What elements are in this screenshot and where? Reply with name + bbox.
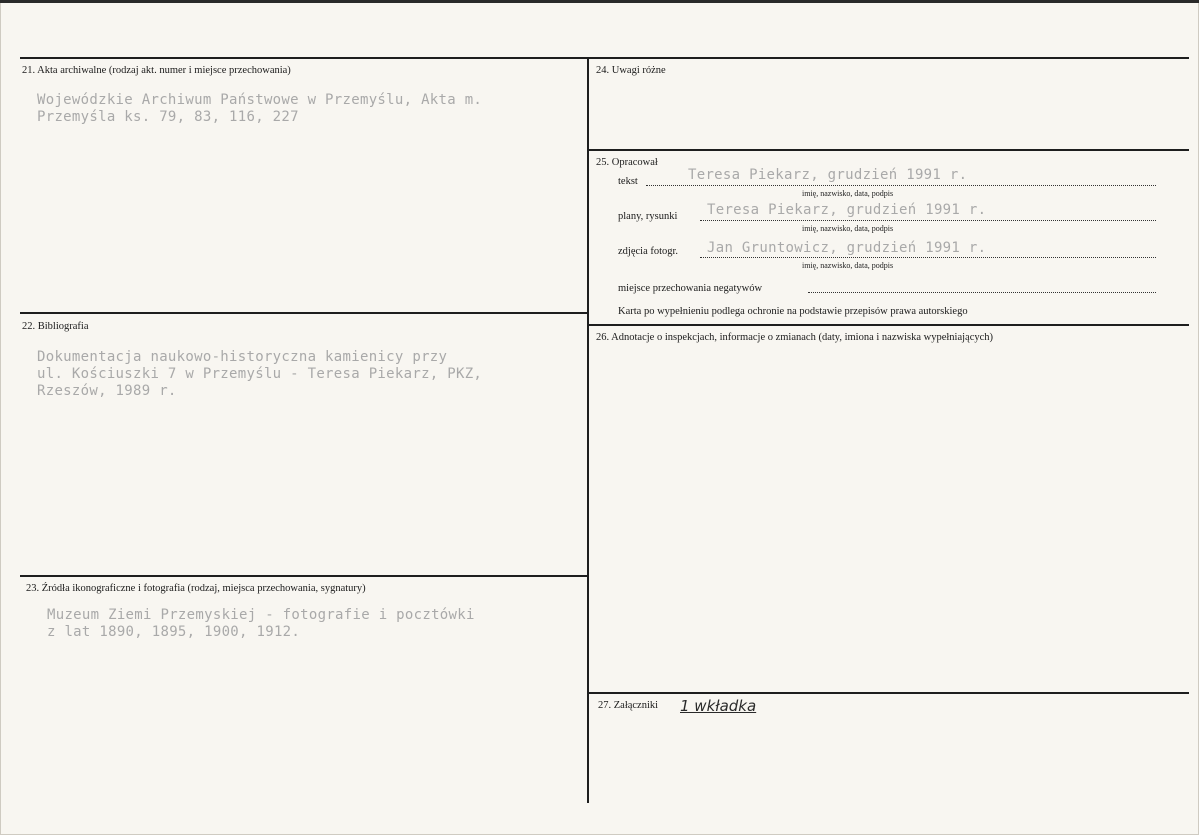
tekst-caption: imię, nazwisko, data, podpis: [802, 189, 894, 198]
section-27-handwritten-note: 1 wkładka: [680, 697, 757, 715]
section-22-text-line-3: Rzeszów, 1989 r.: [37, 383, 177, 399]
divider-24-25: [588, 149, 1189, 151]
tekst-value: Teresa Piekarz, grudzień 1991 r.: [688, 167, 968, 183]
card-top-edge: [0, 0, 1199, 3]
section-21-label: 21. Akta archiwalne (rodzaj akt. numer i miejsce przechowania): [22, 65, 291, 76]
section-23-label: 23. Źródła ikonograficzne i fotografia (rodzaj, miejsca przechowania, sygnatury): [26, 583, 366, 594]
zdjecia-dotted-line: [700, 257, 1156, 258]
section-25-label: 25. Opracował: [596, 157, 658, 168]
plany-dotted-line: [700, 220, 1156, 221]
section-23-text-line-1: Muzeum Ziemi Przemyskiej - fotografie i pocztówki: [47, 607, 475, 623]
divider-21-22: [20, 312, 588, 314]
section-27-label: 27. Załączniki: [598, 700, 659, 711]
plany-caption: imię, nazwisko, data, podpis: [802, 224, 894, 233]
divider-26-27: [588, 692, 1189, 694]
negatywy-dotted-line: [808, 292, 1156, 293]
divider-top: [20, 57, 1189, 59]
section-24-label: 24. Uwagi różne: [596, 65, 666, 76]
section-22-text-line-2: ul. Kościuszki 7 w Przemyślu - Teresa Piekarz, PKZ,: [37, 366, 483, 382]
plany-label: plany, rysunki: [618, 211, 678, 222]
zdjecia-value: Jan Gruntowicz, grudzień 1991 r.: [707, 240, 987, 256]
zdjecia-label: zdjęcia fotogr.: [618, 246, 679, 257]
divider-25-26: [588, 324, 1189, 326]
section-26-label: 26. Adnotacje o inspekcjach, informacje o zmianach (daty, imiona i nazwiska wypełniających): [596, 332, 994, 343]
section-23-text-line-2: z lat 1890, 1895, 1900, 1912.: [47, 624, 301, 640]
section-22-text-line-1: Dokumentacja naukowo-historyczna kamienicy przy: [37, 349, 448, 365]
section-21-text-line-1: Wojewódzkie Archiwum Państwowe w Przemyślu, Akta m.: [37, 92, 483, 108]
divider-22-23: [20, 575, 588, 577]
tekst-dotted-line: [646, 185, 1156, 186]
copyright-note: Karta po wypełnieniu podlega ochronie na podstawie przepisów prawa autorskiego: [618, 306, 968, 317]
tekst-label: tekst: [618, 176, 638, 187]
zdjecia-caption: imię, nazwisko, data, podpis: [802, 261, 894, 270]
section-22-label: 22. Bibliografia: [22, 321, 89, 332]
negatywy-label: miejsce przechowania negatywów: [618, 283, 763, 294]
section-21-text-line-2: Przemyśla ks. 79, 83, 116, 227: [37, 109, 299, 125]
plany-value: Teresa Piekarz, grudzień 1991 r.: [707, 202, 987, 218]
